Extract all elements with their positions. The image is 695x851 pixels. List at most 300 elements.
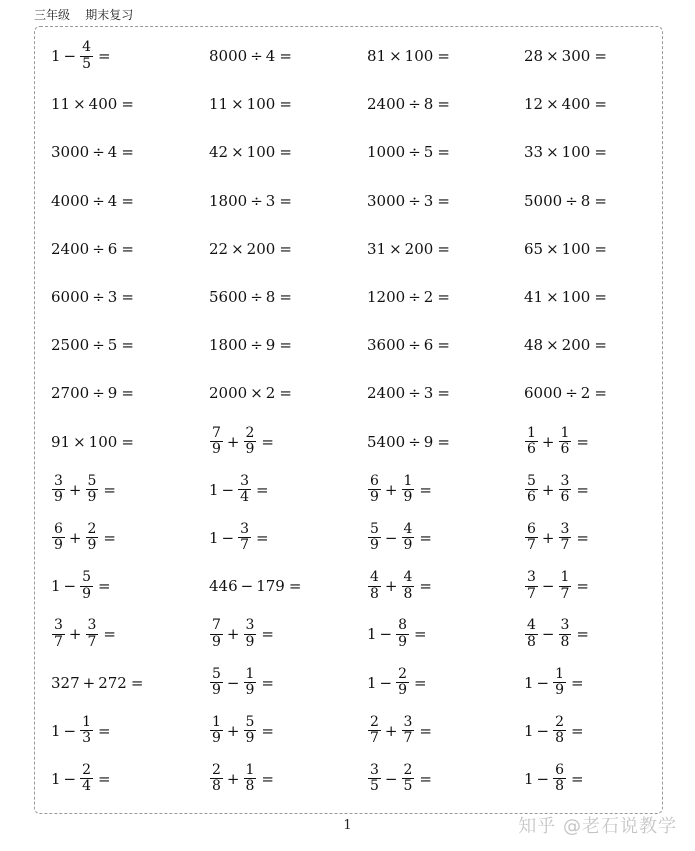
number: 41 bbox=[524, 288, 544, 307]
equals-sign: = bbox=[103, 480, 116, 499]
number: 31 bbox=[367, 239, 387, 258]
problem-cell bbox=[367, 755, 524, 803]
fraction: $\frac{4}{8}$ bbox=[527, 617, 536, 650]
problem-cell bbox=[209, 32, 367, 80]
equals-sign: = bbox=[437, 239, 450, 258]
fraction: $\frac{5}{9}$ bbox=[370, 521, 379, 554]
number: 3 bbox=[265, 191, 276, 210]
equals-sign: = bbox=[594, 143, 607, 162]
problem-cell bbox=[51, 177, 209, 225]
operator-sign: ÷ bbox=[565, 384, 578, 403]
problem-cell bbox=[367, 562, 524, 610]
fraction: $\frac{2}{4}$ bbox=[82, 762, 92, 795]
problem-cell bbox=[524, 369, 671, 417]
fraction: $\frac{1}{7}$ bbox=[560, 569, 570, 602]
number: 272 bbox=[98, 673, 127, 692]
equals-sign: = bbox=[594, 191, 607, 210]
problem-cell bbox=[51, 128, 209, 176]
equals-sign: = bbox=[98, 721, 111, 740]
fraction: $\frac{5}{9}$ bbox=[212, 665, 221, 699]
problem-cell bbox=[367, 466, 524, 514]
equals-sign: = bbox=[121, 288, 134, 307]
operator-sign: + bbox=[226, 721, 240, 740]
equals-sign: = bbox=[279, 95, 292, 114]
number: 1 bbox=[367, 625, 377, 644]
number: 6 bbox=[423, 336, 434, 355]
problem-cell bbox=[51, 755, 209, 803]
fraction: $\frac{6}{9}$ bbox=[370, 472, 379, 506]
number: 5600 bbox=[209, 288, 248, 307]
number: 2500 bbox=[51, 336, 90, 355]
number: 8 bbox=[423, 95, 434, 114]
number: 4000 bbox=[51, 191, 90, 210]
number: 1 bbox=[51, 577, 61, 596]
problem-cell bbox=[367, 707, 524, 755]
fraction: $\frac{1}{3}$ bbox=[82, 713, 92, 747]
fraction: $\frac{4}{8}$ bbox=[370, 569, 379, 602]
problem-cell bbox=[524, 707, 671, 755]
operator-sign: ÷ bbox=[92, 336, 105, 355]
fraction: $\frac{6}{7}$ bbox=[527, 521, 536, 554]
number: 28 bbox=[524, 47, 544, 66]
equals-sign: = bbox=[576, 480, 589, 499]
problem-cell bbox=[51, 514, 209, 562]
fraction: $\frac{7}{9}$ bbox=[212, 617, 221, 650]
operator-sign: × bbox=[389, 47, 402, 66]
equals-sign: = bbox=[261, 432, 274, 451]
operator-sign: ÷ bbox=[92, 239, 105, 258]
problem-cell bbox=[367, 128, 524, 176]
equals-sign: = bbox=[437, 47, 450, 66]
operator-sign: + bbox=[82, 673, 96, 692]
equals-sign: = bbox=[279, 288, 292, 307]
number: 400 bbox=[561, 95, 591, 114]
fraction: $\frac{4}{5}$ bbox=[82, 39, 92, 72]
problem-cell bbox=[367, 369, 524, 417]
minus-sign: − bbox=[379, 625, 393, 644]
number: 100 bbox=[246, 95, 276, 114]
equals-sign: = bbox=[98, 47, 111, 66]
equals-sign: = bbox=[256, 480, 269, 499]
operator-sign: × bbox=[73, 432, 86, 451]
number: 4 bbox=[107, 191, 118, 210]
equals-sign: = bbox=[437, 336, 450, 355]
equals-sign: = bbox=[571, 769, 584, 788]
operator-sign: × bbox=[546, 47, 559, 66]
page-number: 1 bbox=[343, 818, 352, 833]
equals-sign: = bbox=[437, 143, 450, 162]
number: 400 bbox=[88, 95, 118, 114]
equals-sign: = bbox=[437, 288, 450, 307]
equals-sign: = bbox=[261, 769, 274, 788]
number: 1 bbox=[209, 528, 219, 547]
problem-cell bbox=[209, 369, 367, 417]
problem-cell bbox=[51, 610, 209, 658]
problem-cell bbox=[209, 514, 367, 562]
operator-sign: + bbox=[226, 769, 240, 788]
problem-cell bbox=[524, 225, 671, 273]
number: 11 bbox=[209, 95, 229, 114]
fraction: $\frac{3}{4}$ bbox=[240, 472, 250, 506]
number: 4 bbox=[265, 47, 276, 66]
problem-cell bbox=[524, 321, 671, 369]
minus-sign: − bbox=[379, 673, 393, 692]
fraction: $\frac{2}{9}$ bbox=[87, 521, 97, 554]
equals-sign: = bbox=[121, 95, 134, 114]
minus-sign: − bbox=[240, 577, 254, 596]
fraction: $\frac{8}{9}$ bbox=[398, 617, 408, 650]
operator-sign: × bbox=[231, 239, 244, 258]
problem-cell bbox=[51, 80, 209, 128]
number: 3 bbox=[423, 191, 434, 210]
number: 33 bbox=[524, 143, 544, 162]
problem-cell bbox=[367, 418, 524, 466]
number: 327 bbox=[51, 673, 80, 692]
operator-sign: + bbox=[226, 625, 240, 644]
number: 1800 bbox=[209, 336, 248, 355]
number: 2000 bbox=[209, 384, 248, 403]
minus-sign: − bbox=[536, 769, 550, 788]
number: 200 bbox=[404, 239, 434, 258]
equals-sign: = bbox=[576, 577, 589, 596]
problem-cell bbox=[209, 225, 367, 273]
equals-sign: = bbox=[437, 384, 450, 403]
number: 22 bbox=[209, 239, 229, 258]
problem-cell bbox=[51, 225, 209, 273]
problem-cell bbox=[367, 321, 524, 369]
fraction: $\frac{2}{9}$ bbox=[398, 665, 408, 699]
number: 1800 bbox=[209, 191, 248, 210]
problem-cell bbox=[524, 466, 671, 514]
number: 300 bbox=[561, 47, 591, 66]
problem-cell bbox=[209, 562, 367, 610]
problem-cell bbox=[209, 610, 367, 658]
number: 9 bbox=[423, 432, 434, 451]
fraction: $\frac{6}{9}$ bbox=[54, 521, 63, 554]
fraction: $\frac{4}{9}$ bbox=[403, 521, 413, 554]
number: 91 bbox=[51, 432, 71, 451]
operator-sign: × bbox=[546, 239, 559, 258]
minus-sign: − bbox=[384, 528, 398, 547]
number: 100 bbox=[561, 288, 591, 307]
problem-cell bbox=[51, 562, 209, 610]
equals-sign: = bbox=[437, 95, 450, 114]
operator-sign: ÷ bbox=[565, 191, 578, 210]
problem-cell bbox=[209, 80, 367, 128]
equals-sign: = bbox=[121, 336, 134, 355]
fraction: $\frac{3}{6}$ bbox=[560, 472, 570, 506]
equals-sign: = bbox=[437, 432, 450, 451]
operator-sign: × bbox=[389, 239, 402, 258]
operator-sign: ÷ bbox=[92, 384, 105, 403]
problem-cell bbox=[367, 225, 524, 273]
equals-sign: = bbox=[103, 625, 116, 644]
operator-sign: ÷ bbox=[92, 288, 105, 307]
number: 2400 bbox=[51, 239, 90, 258]
operator-sign: × bbox=[231, 143, 244, 162]
equals-sign: = bbox=[261, 625, 274, 644]
fraction: $\frac{3}{7}$ bbox=[527, 569, 536, 602]
minus-sign: − bbox=[63, 577, 77, 596]
number: 1 bbox=[524, 721, 534, 740]
fraction: $\frac{1}{6}$ bbox=[560, 424, 570, 458]
operator-sign: + bbox=[541, 528, 555, 547]
number: 5000 bbox=[524, 191, 563, 210]
number: 6000 bbox=[51, 288, 90, 307]
number: 3000 bbox=[367, 191, 406, 210]
number: 6 bbox=[107, 239, 118, 258]
number: 65 bbox=[524, 239, 544, 258]
problem-cell bbox=[51, 369, 209, 417]
problem-cell bbox=[524, 658, 671, 706]
minus-sign: − bbox=[541, 577, 555, 596]
number: 100 bbox=[88, 432, 118, 451]
fraction: $\frac{3}{9}$ bbox=[245, 617, 255, 650]
equals-sign: = bbox=[279, 336, 292, 355]
operator-sign: ÷ bbox=[250, 191, 263, 210]
operator-sign: × bbox=[250, 384, 263, 403]
equals-sign: = bbox=[576, 625, 589, 644]
problem-cell bbox=[367, 514, 524, 562]
operator-sign: + bbox=[384, 577, 398, 596]
equals-sign: = bbox=[594, 239, 607, 258]
operator-sign: × bbox=[546, 143, 559, 162]
equals-sign: = bbox=[288, 577, 302, 596]
number: 1 bbox=[51, 721, 61, 740]
fraction: $\frac{2}{9}$ bbox=[245, 424, 255, 458]
equals-sign: = bbox=[571, 673, 584, 692]
fraction: $\frac{5}{9}$ bbox=[87, 472, 97, 506]
number: 1000 bbox=[367, 143, 406, 162]
problem-cell bbox=[209, 273, 367, 321]
equals-sign: = bbox=[256, 528, 269, 547]
number: 3 bbox=[107, 288, 118, 307]
problem-cell bbox=[51, 321, 209, 369]
number: 200 bbox=[561, 336, 591, 355]
fraction: $\frac{1}{6}$ bbox=[527, 424, 536, 458]
problem-cell bbox=[209, 418, 367, 466]
number: 11 bbox=[51, 95, 71, 114]
equals-sign: = bbox=[103, 528, 116, 547]
number: 8000 bbox=[209, 47, 248, 66]
number: 4 bbox=[107, 143, 118, 162]
equals-sign: = bbox=[437, 191, 450, 210]
number: 81 bbox=[367, 47, 387, 66]
number: 8 bbox=[265, 288, 276, 307]
operator-sign: ÷ bbox=[408, 432, 421, 451]
problem-cell bbox=[367, 658, 524, 706]
equals-sign: = bbox=[279, 47, 292, 66]
problem-cell bbox=[367, 177, 524, 225]
equals-sign: = bbox=[130, 673, 144, 692]
minus-sign: − bbox=[221, 480, 235, 499]
fraction: $\frac{6}{8}$ bbox=[555, 762, 565, 795]
minus-sign: − bbox=[226, 673, 240, 692]
minus-sign: − bbox=[536, 721, 550, 740]
equals-sign: = bbox=[419, 528, 432, 547]
number: 3600 bbox=[367, 336, 406, 355]
operator-sign: + bbox=[541, 480, 555, 499]
problem-cell bbox=[524, 755, 671, 803]
fraction: $\frac{5}{9}$ bbox=[82, 569, 92, 602]
operator-sign: + bbox=[384, 721, 398, 740]
problem-cell bbox=[51, 658, 209, 706]
number: 2 bbox=[423, 288, 434, 307]
operator-sign: + bbox=[384, 480, 398, 499]
fraction: $\frac{1}{9}$ bbox=[555, 665, 565, 699]
operator-sign: ÷ bbox=[408, 288, 421, 307]
equals-sign: = bbox=[261, 673, 274, 692]
problem-cell bbox=[209, 658, 367, 706]
operator-sign: × bbox=[546, 336, 559, 355]
equals-sign: = bbox=[594, 95, 607, 114]
problem-cell bbox=[209, 707, 367, 755]
problem-cell bbox=[524, 514, 671, 562]
number: 5 bbox=[423, 143, 434, 162]
equals-sign: = bbox=[279, 191, 292, 210]
problem-cell bbox=[367, 80, 524, 128]
number: 200 bbox=[246, 239, 276, 258]
problem-cell bbox=[209, 321, 367, 369]
number: 8 bbox=[580, 191, 591, 210]
operator-sign: + bbox=[226, 432, 240, 451]
minus-sign: − bbox=[63, 47, 77, 66]
number: 48 bbox=[524, 336, 544, 355]
fraction: $\frac{1}{8}$ bbox=[245, 762, 255, 795]
fraction: $\frac{3}{5}$ bbox=[370, 762, 379, 795]
equals-sign: = bbox=[279, 384, 292, 403]
equals-sign: = bbox=[414, 673, 427, 692]
operator-sign: ÷ bbox=[408, 336, 421, 355]
fraction: $\frac{3}{7}$ bbox=[560, 521, 570, 554]
operator-sign: × bbox=[231, 95, 244, 114]
number: 100 bbox=[561, 239, 591, 258]
operator-sign: + bbox=[68, 625, 82, 644]
fraction: $\frac{2}{5}$ bbox=[403, 762, 413, 795]
equals-sign: = bbox=[594, 288, 607, 307]
operator-sign: ÷ bbox=[250, 47, 263, 66]
number: 2400 bbox=[367, 384, 406, 403]
fraction: $\frac{5}{9}$ bbox=[245, 713, 255, 747]
fraction: $\frac{3}{9}$ bbox=[54, 472, 63, 506]
fraction: $\frac{5}{6}$ bbox=[527, 472, 536, 506]
operator-sign: ÷ bbox=[92, 143, 105, 162]
operator-sign: ÷ bbox=[408, 384, 421, 403]
problem-cell bbox=[51, 418, 209, 466]
number: 100 bbox=[404, 47, 434, 66]
fraction: $\frac{3}{7}$ bbox=[54, 617, 63, 650]
fraction: $\frac{3}{7}$ bbox=[403, 713, 413, 747]
number: 9 bbox=[107, 384, 118, 403]
problem-cell bbox=[524, 80, 671, 128]
equals-sign: = bbox=[594, 384, 607, 403]
problem-cell bbox=[209, 177, 367, 225]
number: 446 bbox=[209, 577, 238, 596]
equals-sign: = bbox=[571, 721, 584, 740]
problem-cell bbox=[367, 610, 524, 658]
operator-sign: ÷ bbox=[92, 191, 105, 210]
problem-cell bbox=[209, 755, 367, 803]
problem-cell bbox=[209, 466, 367, 514]
problem-cell bbox=[524, 610, 671, 658]
number: 1 bbox=[51, 769, 61, 788]
problem-cell bbox=[524, 177, 671, 225]
watermark: 知乎 @老石说教学 bbox=[518, 816, 677, 837]
fraction: $\frac{1}{9}$ bbox=[212, 713, 221, 747]
operator-sign: ÷ bbox=[250, 288, 263, 307]
operator-sign: ÷ bbox=[408, 95, 421, 114]
number: 5 bbox=[107, 336, 118, 355]
equals-sign: = bbox=[576, 528, 589, 547]
problem-cell bbox=[524, 562, 671, 610]
equals-sign: = bbox=[279, 239, 292, 258]
number: 3000 bbox=[51, 143, 90, 162]
fraction: $\frac{1}{9}$ bbox=[245, 665, 255, 699]
number: 2400 bbox=[367, 95, 406, 114]
problem-cell bbox=[51, 273, 209, 321]
minus-sign: − bbox=[384, 769, 398, 788]
operator-sign: ÷ bbox=[408, 143, 421, 162]
equals-sign: = bbox=[419, 480, 432, 499]
equals-sign: = bbox=[121, 432, 134, 451]
equals-sign: = bbox=[98, 577, 111, 596]
equals-sign: = bbox=[98, 769, 111, 788]
equals-sign: = bbox=[594, 336, 607, 355]
operator-sign: × bbox=[546, 288, 559, 307]
operator-sign: × bbox=[73, 95, 86, 114]
operator-sign: + bbox=[68, 480, 82, 499]
problem-cell bbox=[51, 32, 209, 80]
minus-sign: − bbox=[541, 625, 555, 644]
equals-sign: = bbox=[419, 577, 432, 596]
number: 100 bbox=[246, 143, 276, 162]
number: 1 bbox=[524, 769, 534, 788]
operator-sign: + bbox=[68, 528, 82, 547]
number: 1200 bbox=[367, 288, 406, 307]
number: 9 bbox=[265, 336, 276, 355]
problem-cell bbox=[524, 273, 671, 321]
number: 2 bbox=[580, 384, 591, 403]
operator-sign: ÷ bbox=[250, 336, 263, 355]
number: 1 bbox=[209, 480, 219, 499]
number: 5400 bbox=[367, 432, 406, 451]
number: 2700 bbox=[51, 384, 90, 403]
fraction: $\frac{1}{9}$ bbox=[403, 472, 413, 506]
equals-sign: = bbox=[121, 384, 134, 403]
number: 1 bbox=[524, 673, 534, 692]
problem-cell bbox=[524, 32, 671, 80]
fraction: $\frac{2}{8}$ bbox=[555, 713, 565, 747]
number: 2 bbox=[265, 384, 276, 403]
operator-sign: + bbox=[541, 432, 555, 451]
minus-sign: − bbox=[536, 673, 550, 692]
problem-grid bbox=[51, 32, 671, 803]
fraction: $\frac{4}{8}$ bbox=[403, 569, 413, 602]
problem-cell bbox=[524, 418, 671, 466]
number: 12 bbox=[524, 95, 544, 114]
problem-cell bbox=[524, 128, 671, 176]
number: 42 bbox=[209, 143, 229, 162]
number: 100 bbox=[561, 143, 591, 162]
problem-cell bbox=[367, 273, 524, 321]
minus-sign: − bbox=[63, 721, 77, 740]
number: 179 bbox=[256, 577, 285, 596]
fraction: $\frac{3}{8}$ bbox=[560, 617, 570, 650]
operator-sign: ÷ bbox=[408, 191, 421, 210]
equals-sign: = bbox=[576, 432, 589, 451]
problem-cell bbox=[367, 32, 524, 80]
fraction: $\frac{3}{7}$ bbox=[87, 617, 97, 650]
